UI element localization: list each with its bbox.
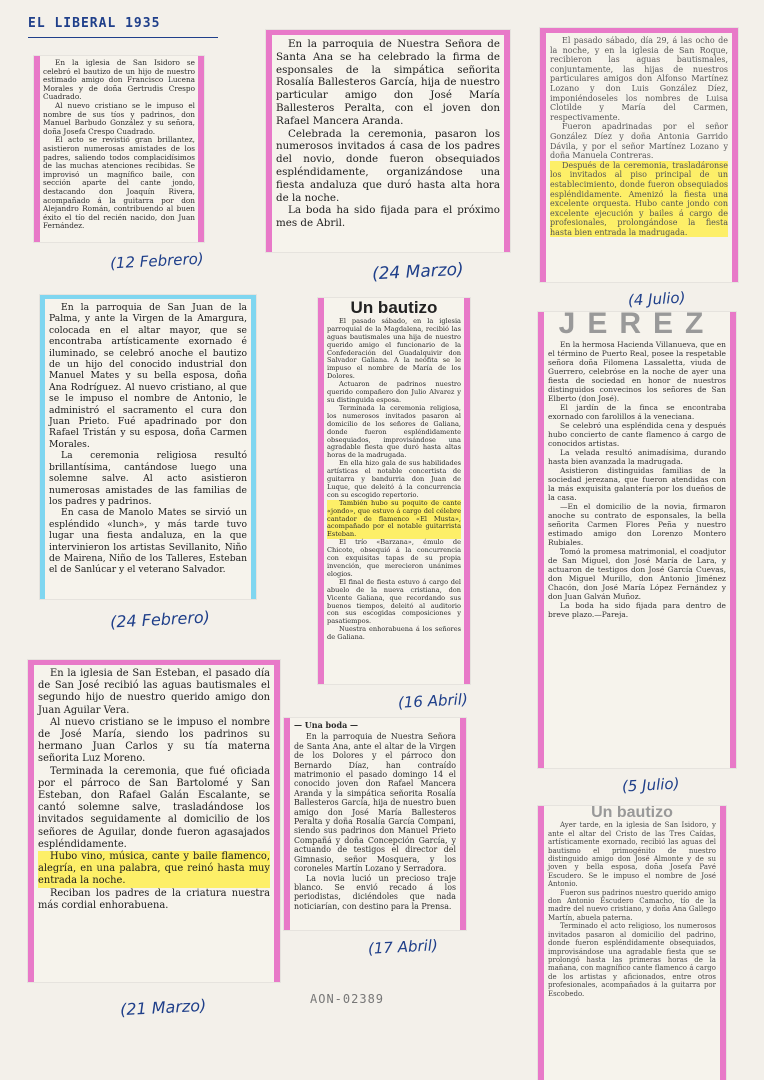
clip-paragraph: Al nuevo cristiano se le impuso el nombre de José María, siendo los padrinos su hermano Juan Carlos y su tía materna señorita Luz Moreno. (38, 716, 270, 765)
handwritten-date: (16 Abril) (397, 690, 469, 712)
clip-paragraph: Después de la ceremonia, trasladáronse los invitados al piso principal de un establecimiento, donde fueron obsequiados espléndidamente. Amenizó la fiesta una excelente orquesta. Hubo cante jondo con excelente ejecución y bailes á cargo de profesionales, prolongándose la fiesta hasta bien entrada la madrugada. (550, 160, 728, 237)
clipping-bautizo-san-juan-palma (40, 295, 256, 599)
clip-paragraph: El acto se revistió gran brillantez, asistieron numerosas amistades de los padres, saliendo todos complacidísimos de las muchas atenciones recibidas. Se improvisó un magnífico baile, con sección aparte del cante jondo, destacando don Joaquín Rivera, acompañado á la guitarra por don Alejandro Román, contribuendo al buen éxito el tío del recién nacido, don Juan Fernández. (43, 135, 195, 231)
clip-paragraph: La velada resultó animadísima, durando hasta bien avanzada la madrugada. (548, 448, 726, 466)
handwritten-date: (17 Abril) (367, 936, 439, 958)
clipping-bautizo-san-isidoro (34, 56, 204, 242)
clip-paragraph: Hubo vino, música, cante y baile flamenco, alegría, en una palabra, que reinó hasta muy entrada la noche. (38, 851, 270, 887)
clip-paragraph: Fueron apadrinadas por el señor González Díez y doña Antonia Garrido Dávila, y por el señor Martínez Lozano y doña Manuela Contreras. (550, 122, 728, 161)
clip-paragraph: La boda ha sido fijada para el próximo mes de Abril. (276, 204, 500, 230)
clip-paragraph: La novia lució un precioso traje blanco. Se envió recado á los periodistas, diciéndoles que nada noticiarían, con destino para la Prensa. (294, 873, 456, 911)
clip-kicker: — Una boda — (294, 720, 359, 730)
clip-paragraph: Asistieron distinguidas familias de la sociedad jerezana, que fueron atendidas con la más exquisita galantería por los dueños de la casa. (548, 466, 726, 502)
clip-title: JEREZ (558, 312, 716, 340)
handwritten-date: (4 Julio) (627, 288, 686, 310)
clip-paragraph: El pasado sábado, en la iglesia parroquial de la Magdalena, recibió las aguas bautismales una hija de nuestro querido amigo el funcionario de la Confederación del Guadalquivir don Salvador Galiana. A la neófita se le impuso el nombre de María de los Dolores. (327, 316, 461, 381)
clip-paragraph: En la parroquia de Nuestra Señora de Santa Ana se ha celebrado la firma de esponsales de la simpática señorita Rosalía Ballesteros García, hija de nuestro particular amigo don José María Ballesteros Peralta, con el joven don Rafael Mancera Aranda. (276, 38, 500, 127)
clip-paragraph: En casa de Manolo Mates se sirvió un espléndido «lunch», y más tarde tuvo lugar una fiesta andaluza, en la que intervinieron los artistas Sevillanito, Niño de Mairena, Niño de los Talleres, Esteban el de Sanlúcar y el veterano Salvador. (49, 507, 247, 576)
handwritten-date: (12 Febrero) (109, 249, 205, 273)
clip-paragraph: Se celebró una espléndida cena y después hubo concierto de cante flamenco á cargo de conocidos artistas. (548, 421, 726, 448)
clip-paragraph: En la hermosa Hacienda Villanueva, que en el término de Puerto Real, posee la respetable señora doña Filomena Lassaletta, viuda de Guerrero, celebróse en la noche de ayer una fiesta de sociedad en honor de nuestros distinguidos convecinos los señores de San Elberto (don José). (548, 340, 726, 403)
clip-paragraph: En la parroquia de Nuestra Señora de Santa Ana, ante el altar de la Virgen de los Dolores y el párroco don Bernardo Díaz, han contraído matrimonio el pasado domingo 14 el conocido joven don Rafael Mancera Aranda y la simpática señorita Rosalía Ballesteros García, hija de nuestro buen amigo don José María Ballesteros Peralta y doña Rosalía García Compani, siendo sus padrinos don Manuel Prieto Compañá y doña Concepción García, y actuando de testigos el director del Gimnasio, señor Mosquera, y los coroneles Martín Lozano y Serradora. (294, 732, 456, 874)
archive-reference-code: AON-02389 (310, 992, 385, 1006)
clip-paragraph: El jardín de la finca se encontraba exornado con farolillos á la veneciana. (548, 403, 726, 421)
clip-paragraph: También hubo su poquito de cante «jondo», que estuvo á cargo del célebre cantador de flamenco «El Musta», acompañado por el notable guitarrista Esteban. (327, 498, 461, 539)
clip-paragraph: Al nuevo cristiano se le impuso el nombre de sus tíos y padrinos, don Manuel Barbudo González y su señora, doña Josefa Crespo Cuadrado. (43, 100, 195, 136)
handwritten-date: (5 Julio) (621, 774, 680, 796)
clip-paragraph: Ayer tarde, en la iglesia de San Isidoro, y ante el altar del Cristo de las Tres Caídas, artísticamente exornado, recibió las aguas del bautismo el primogénito de nuestro distinguido amigo don José Almonte y de su joven y bella esposa, doña Josefa Pavé Escudero. Se le impuso el nombre de José Antonio. (548, 821, 716, 889)
clip-paragraph: Fueron sus padrinos nuestro querido amigo don Antonio Escudero Camacho, tío de la madre del nuevo cristiano, y doña Ana Gallego Martín, abuela paterna. (548, 888, 716, 922)
clipping-jerez (538, 312, 736, 768)
clip-paragraph: En la iglesia de San Esteban, el pasado día de San José recibió las aguas bautismales el segundo hijo de nuestro querido amigo don Juan Aguilar Vera. (38, 668, 270, 716)
clipping-una-boda (284, 718, 466, 930)
clipping-un-bautizo-magdalena (318, 298, 470, 684)
clip-paragraph: En la parroquia de San Juan de la Palma, y ante la Virgen de la Amargura, colocada en el altar mayor, que se encontraba artísticamente exornado é iluminado, se celebró anoche el bautizo de un hijo del conocido industrial don Manuel Mates y su bella esposa, doña Ana Rodríguez. Al nuevo cristiano, al que se le impuso el nombre de Antonio, le administró el sacramento el cura don Juan Prieto. Fué apadrinado por don Rafael Tristán y su esposa, doña Carmen Morales. (49, 302, 247, 450)
clip-paragraph: Reciban los padres de la criatura nuestra más cordial enhorabuena. (38, 887, 270, 911)
clip-paragraph: Nuestra enhorabuena á los señores de Galiana. (327, 625, 461, 642)
clip-paragraph: La boda ha sido fijada para dentro de breve plazo.—Pareja. (548, 601, 726, 619)
newspaper-header: EL LIBERAL 1935 (28, 16, 218, 38)
handwritten-date: (21 Marzo) (119, 995, 207, 1020)
clip-paragraph: —En el domicilio de la novia, firmaron anoche su contrato de esponsales, la bella señorita Carmen Flores Peña y nuestro estimado amigo don Lorenzo Montero Rubiales. (548, 502, 726, 547)
clip-paragraph: Terminado el acto religioso, los numerosos invitados pasaron al domicilio del padrino, donde fueron espléndidamente obsequiados, improvisándose una agradable fiesta que se prolongó hasta las primeras horas de la mañana, con magnífico cante flamenco á cargo de los artistas y aficionados, entre otros profesionales, acompañados á la guitarra por Escobedo. (548, 922, 716, 998)
clip-paragraph: Tomó la promesa matrimonial, el coadjutor de San Miguel, don José María de Lara, y actuaron de testigos don José García Cuevas, don Miguel Murillo, don Antonio Jiménez Chacón, don José María López Fernández y don Juan Galván Muñoz. (548, 547, 726, 601)
clip-paragraph: Celebrada la ceremonia, pasaron los numerosos invitados á casa de los padres del novio, donde fueron obsequiados espléndidamente, organizándose una fiesta andaluza que duró hasta alta hora de la noche. (276, 127, 500, 204)
clip-paragraph: Terminada la ceremonia religiosa, los numerosos invitados pasaron al domicilio de los señores de Galiana, donde fueron espléndidamente obsequiados, improvisándose una agradable fiesta que duró hasta altas horas de la madrugada. (327, 403, 461, 460)
clipping-un-bautizo-san-isidoro (538, 806, 726, 1080)
clip-paragraph: La ceremonia religiosa resultó brillantísima, cantándose luego una solemne salve. Al acto asistieron numerosas amistades de las familias de los padres y padrinos. (49, 450, 247, 507)
clip-paragraph: Terminada la ceremonia, que fué oficiada por el párroco de San Bartolomé y San Esteban, don Rafael Galán Escalante, se cantó solemne salve, trasladándose los invitados seguidamente al domicilio de los señores de Aguilar, donde fueron agasajados espléndidamente. (38, 765, 270, 850)
clipping-esponsales-santa-ana (266, 30, 510, 252)
clip-paragraph: El trío «Barzana», émulo de Chicote, obsequió á la concurrencia con exquisitas tapas de su propia invención, que merecieron unánimes elogios. (327, 538, 461, 578)
clip-paragraph: Actuaron de padrinos nuestro querido compañero don Julio Alvarez y su distinguida esposa. (327, 380, 461, 404)
clip-paragraph: El final de fiesta estuvo á cargo del abuelo de la nueva cristiana, don Vicente Galiana, que recordando sus buenos tiempos, deleitó al auditorio con sus escogidas composiciones y pasatiempos. (327, 577, 461, 626)
clipping-bautizo-san-roque (540, 28, 738, 282)
handwritten-date: (24 Marzo) (371, 259, 465, 285)
clip-title: Un bautizo (591, 806, 673, 821)
clipping-bautizo-san-esteban (28, 660, 280, 982)
clip-paragraph: En la iglesia de San Isidoro se celebró el bautizo de un hijo de nuestro estimado amigo don Francisco Lucena Morales y de doña Gertrudis Crespo Cuadrado. (43, 58, 195, 102)
clip-paragraph: El pasado sábado, día 29, á las ocho de la noche, y en la iglesia de San Roque, recibieron las aguas bautismales, conjuntamente, las hijas de nuestros particulares amigos don Alfonso Martínez Lozano y don Luis González Díez, imponiéndoseles los nombres de Luisa Clotilde y María del Carmen, respectivamente. (550, 36, 728, 122)
clip-paragraph: En ella hizo gala de sus habilidades artísticas el notable concertista de guitarra y bandurria don Juan de Luque, que deleitó á la concurrencia con su escogido repertorio. (327, 459, 461, 499)
handwritten-date: (24 Febrero) (109, 607, 211, 632)
clip-title: Un bautizo (350, 298, 438, 317)
